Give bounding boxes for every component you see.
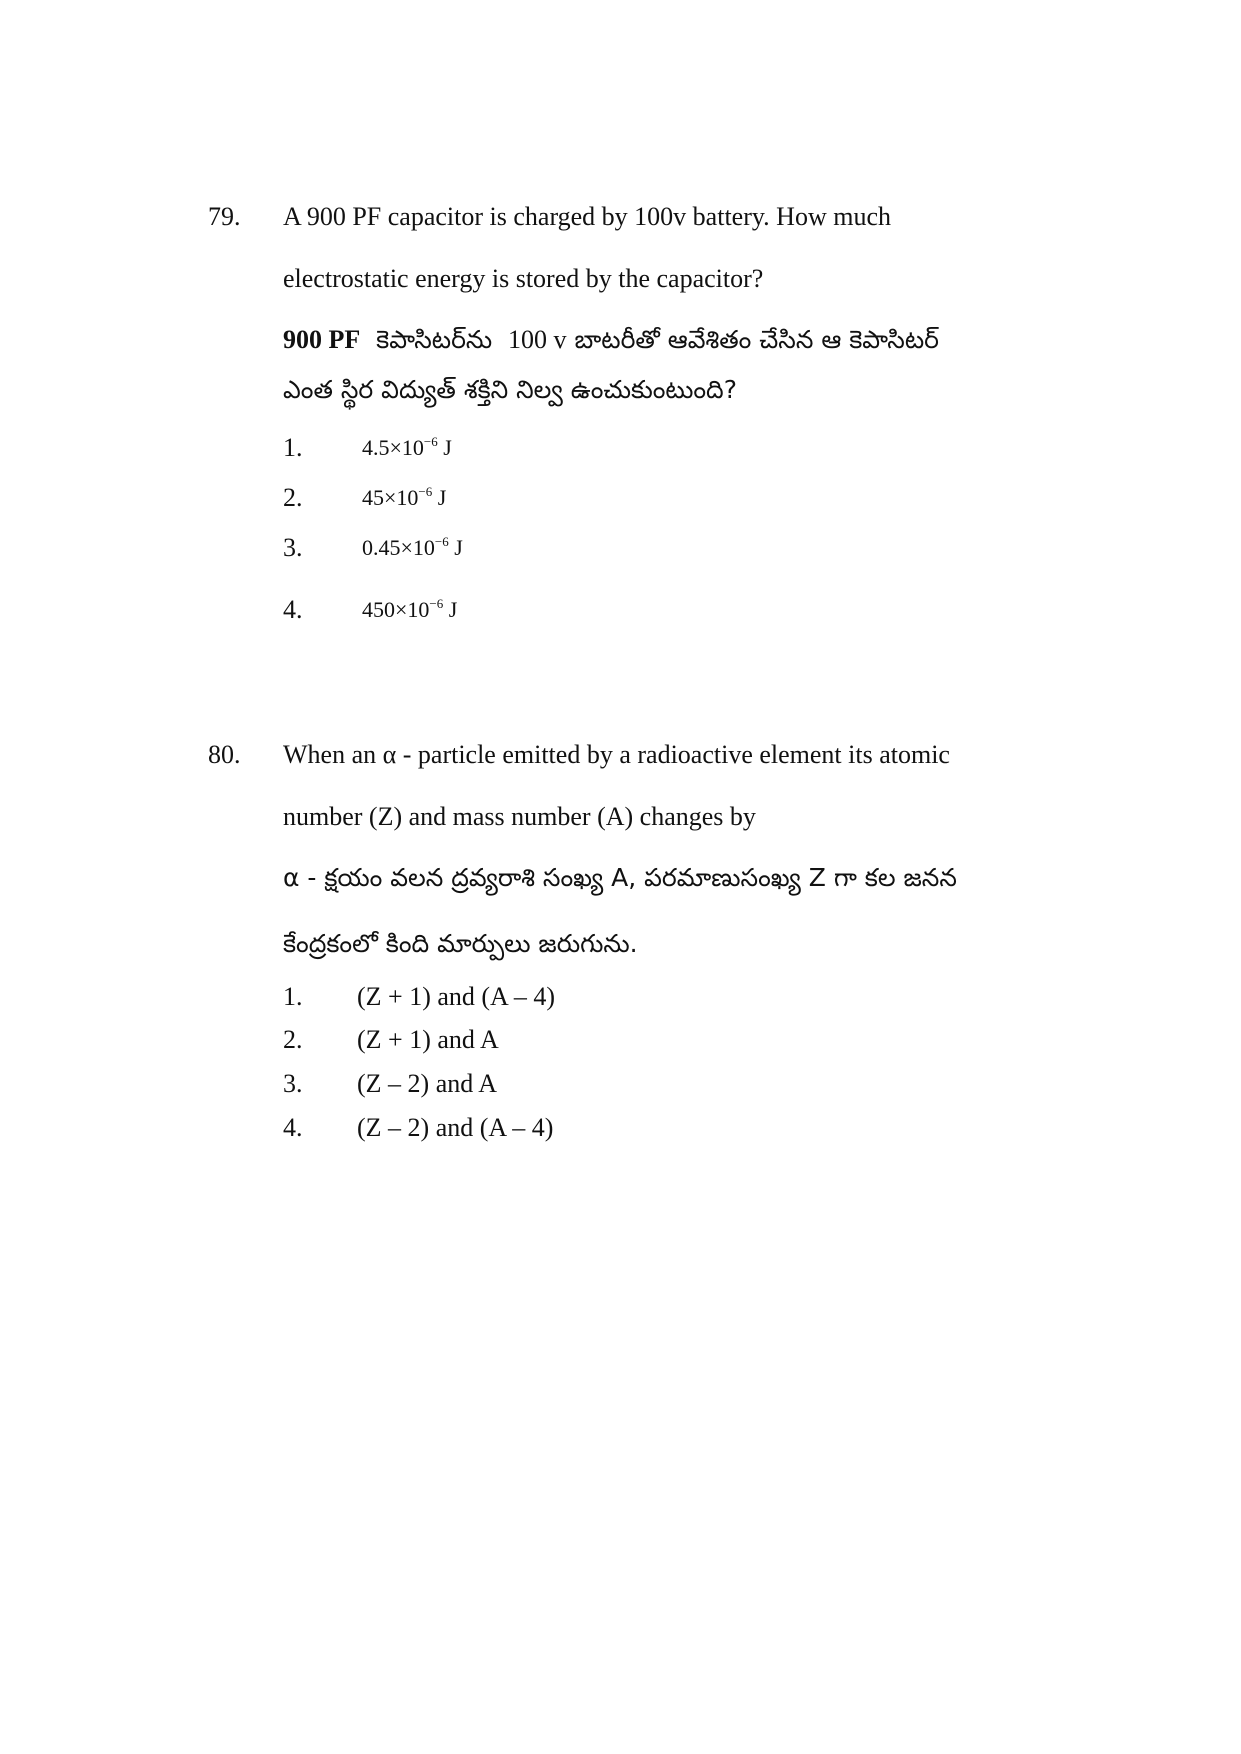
- option-text[interactable]: (Z – 2) and (A – 4): [357, 1113, 554, 1142]
- option-number: 4.: [283, 1113, 303, 1142]
- question-text-line-1: When an α - particle emitted by a radioactive element its atomic: [283, 740, 950, 769]
- option-text[interactable]: (Z + 1) and (A – 4): [357, 982, 556, 1011]
- question-text-line-2: electrostatic energy is stored by the capacitor?: [283, 264, 764, 293]
- question-telugu-line-2: ఎంత స్థిర విద్యుత్ శక్తిని నిల్వ ఉంచుకుంటుంది?: [283, 375, 737, 404]
- option-number: 4.: [283, 595, 303, 624]
- question-telugu-line-1: α - క్షయం వలన ద్రవ్యరాశి సంఖ్య A, పరమాణుసంఖ్య Z గా కల జనన: [283, 863, 957, 892]
- option-text[interactable]: (Z + 1) and A: [357, 1025, 499, 1054]
- telugu-capacitance-value: 900 PF: [283, 325, 361, 354]
- question-number: 80.: [208, 740, 241, 769]
- option-text[interactable]: $4.5\times 10^{-6}$ J: [362, 434, 452, 460]
- question-telugu-line-1: [283, 324, 939, 356]
- option-number: 1.: [283, 982, 303, 1011]
- option-text[interactable]: $45\times 10^{-6}$ J: [362, 484, 447, 510]
- question-text-line-2: number (Z) and mass number (A) changes by: [283, 802, 756, 831]
- question-telugu-line-2: కేంద్రకంలో కింది మార్పులు జరుగును.: [283, 929, 638, 958]
- telugu-voltage-value: 100 v: [508, 325, 567, 354]
- option-text[interactable]: $0.45\times 10^{-6}$ J: [362, 534, 463, 560]
- option-text[interactable]: (Z – 2) and A: [357, 1069, 498, 1098]
- option-number: 3.: [283, 533, 303, 562]
- question-text-line-1: A 900 PF capacitor is charged by 100v battery. How much: [283, 202, 891, 231]
- telugu-word: కెపాసిటర్‌ను: [376, 325, 493, 354]
- option-number: 2.: [283, 483, 303, 512]
- option-number: 1.: [283, 433, 303, 462]
- option-number: 2.: [283, 1025, 303, 1054]
- option-text[interactable]: $450\times 10^{-6}$ J: [362, 596, 458, 622]
- option-number: 3.: [283, 1069, 303, 1098]
- telugu-rest: బాటరీతో ఆవేశితం చేసిన ఆ కెపాసిటర్: [574, 325, 939, 354]
- question-number: 79.: [208, 202, 241, 231]
